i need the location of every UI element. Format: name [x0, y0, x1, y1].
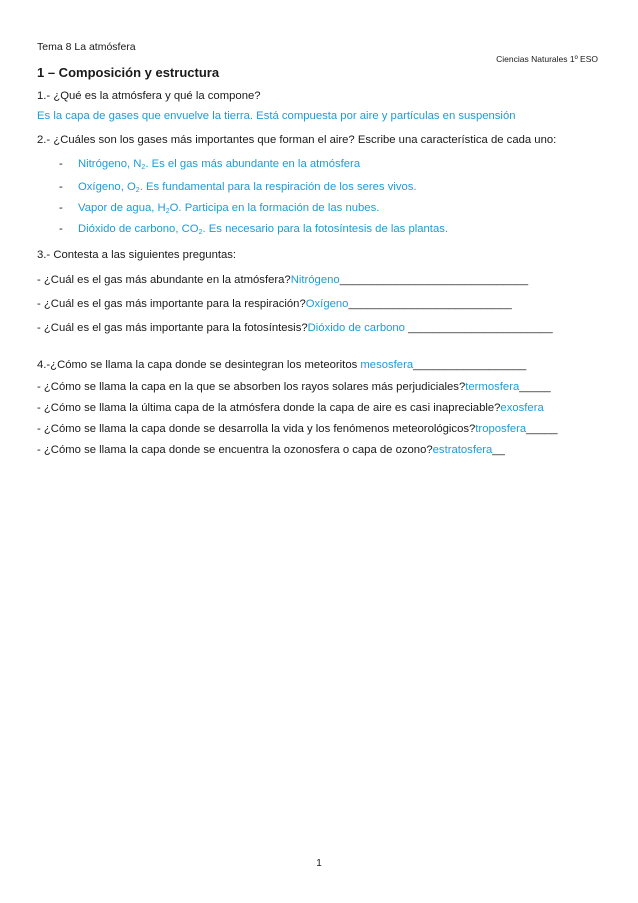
blank-line: _______________________: [404, 322, 553, 334]
question-2: 2.- ¿Cuáles son los gases más importantes que forman el aire? Escribe una característica de cada uno:: [37, 134, 557, 146]
gas-subscript: 2: [198, 229, 203, 236]
question-3-row: [37, 321, 553, 335]
list-item-nitrogen: [78, 157, 360, 171]
question-text: - ¿Cómo se llama la capa en la que se absorben los rayos solares más perjudiciales?: [37, 381, 466, 393]
gas-name: Oxígeno, O: [78, 181, 136, 193]
question-text: - ¿Cómo se llama la capa donde se encuentra la ozonosfera o capa de ozono?: [37, 444, 433, 456]
document-header-subject: Ciencias Naturales 1º ESO: [496, 54, 598, 64]
blank-line: __: [492, 444, 505, 456]
gas-name: Nitrógeno, N: [78, 158, 142, 170]
answer-text: Dióxido de carbono: [307, 322, 405, 334]
page-number: 1: [316, 858, 322, 869]
question-text: - ¿Cómo se llama la capa donde se desarrolla la vida y los fenómenos meteorológicos?: [37, 423, 476, 435]
answer-text: estratosfera: [432, 444, 493, 456]
question-3-intro: 3.- Contesta a las siguientes preguntas:: [37, 249, 237, 261]
document-header-topic: Tema 8 La atmósfera: [37, 41, 136, 53]
question-4-row: [37, 358, 526, 372]
question-1: 1.- ¿Qué es la atmósfera y qué la compone?: [37, 90, 261, 102]
answer-text: troposfera: [475, 423, 527, 435]
gas-subscript: 2: [135, 187, 140, 194]
question-text: - ¿Cuál es el gas más importante para la fotosíntesis?: [37, 322, 308, 334]
question-text: - ¿Cuál es el gas más abundante en la atmósfera?: [37, 274, 291, 286]
blank-line: _____: [519, 381, 551, 393]
gas-name: Dióxido de carbono, CO: [78, 223, 199, 235]
blank-line: ______________________________: [339, 274, 529, 286]
question-4-row: [37, 443, 505, 457]
answer-text: exosfera: [500, 402, 544, 414]
answer-text: Oxígeno: [305, 298, 349, 310]
answer-1: Es la capa de gases que envuelve la tierra. Está compuesta por aire y partículas en suspensión: [37, 110, 516, 122]
list-item-carbon-dioxide: [78, 222, 448, 236]
question-3-row: [37, 297, 512, 311]
gas-description: . Es necesario para la fotosíntesis de las plantas.: [202, 223, 449, 235]
question-4-row: [37, 380, 551, 394]
answer-text: Nitrógeno: [290, 274, 340, 286]
list-bullet: -: [59, 223, 63, 235]
answer-text: termosfera: [465, 381, 520, 393]
list-item-oxygen: [78, 180, 417, 194]
blank-line: __________________________: [348, 298, 512, 310]
question-text: - ¿Cuál es el gas más importante para la respiración?: [37, 298, 306, 310]
list-item-water-vapor: [78, 201, 379, 215]
gas-subscript: 2: [141, 164, 146, 171]
question-3-row: [37, 273, 528, 287]
list-bullet: -: [59, 158, 63, 170]
blank-line: __________________: [413, 359, 527, 371]
gas-description: O. Participa en la formación de las nubes.: [169, 202, 380, 214]
list-bullet: -: [59, 202, 63, 214]
answer-text: mesosfera: [360, 359, 414, 371]
gas-description: . Es el gas más abundante en la atmósfera: [145, 158, 361, 170]
gas-subscript: 2: [165, 208, 170, 215]
gas-name: Vapor de agua, H: [78, 202, 166, 214]
list-bullet: -: [59, 181, 63, 193]
gas-description: . Es fundamental para la respiración de los seres vivos.: [139, 181, 417, 193]
blank-line: _____: [526, 423, 558, 435]
question-4-row: [37, 422, 558, 436]
section-title: 1 – Composición y estructura: [37, 65, 220, 80]
question-text: 4.-¿Cómo se llama la capa donde se desintegran los meteoritos: [37, 359, 361, 371]
question-text: - ¿Cómo se llama la última capa de la atmósfera donde la capa de aire es casi inapreciable?: [37, 402, 501, 414]
question-4-row: [37, 401, 544, 415]
